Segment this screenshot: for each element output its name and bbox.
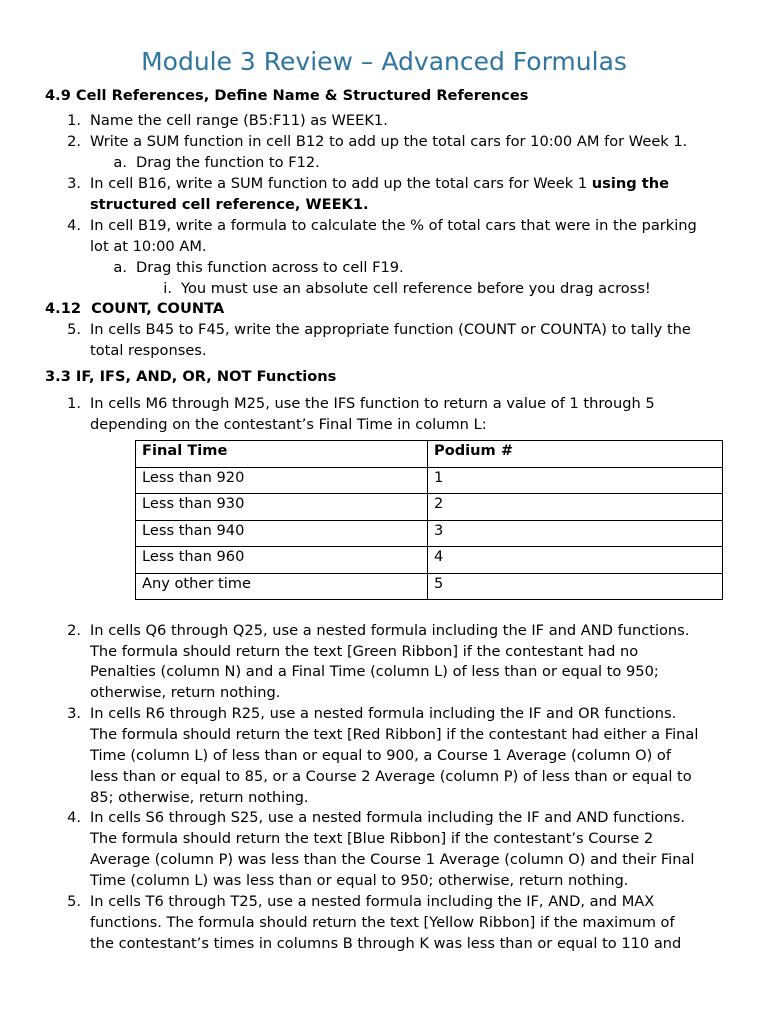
table-cell: 2 bbox=[428, 494, 723, 521]
list-number: 3. bbox=[67, 705, 81, 722]
list-item-text: In cells Q6 through Q25, use a nested formula including the IF and AND functions. bbox=[90, 622, 690, 639]
table-cell: Less than 960 bbox=[136, 547, 428, 574]
table-cell: Less than 920 bbox=[136, 467, 428, 494]
list-item-text: total responses. bbox=[90, 342, 207, 359]
table-cell: Any other time bbox=[136, 573, 428, 600]
table-row bbox=[136, 547, 723, 574]
sub-list-item-text: Drag this function across to cell F19. bbox=[136, 259, 404, 276]
list-number: 4. bbox=[67, 217, 81, 234]
page-title: Module 3 Review – Advanced Formulas bbox=[141, 47, 627, 76]
list-item-text: In cell B19, write a formula to calculate the % of total cars that were in the parking bbox=[90, 217, 697, 234]
list-item-text: Time (column L) was less than or equal to 950; otherwise, return nothing. bbox=[90, 872, 629, 889]
table-header-row bbox=[136, 441, 723, 468]
list-item-text: the contestant’s times in columns B through K was less than or equal to 110 and bbox=[90, 935, 682, 952]
table-cell: 5 bbox=[428, 573, 723, 600]
list-number: 2. bbox=[67, 622, 81, 639]
table-cell: 3 bbox=[428, 520, 723, 547]
list-number: 3. bbox=[67, 175, 81, 192]
list-item-text: depending on the contestant’s Final Time in column L: bbox=[90, 416, 487, 433]
list-item-text: functions. The formula should return the text [Yellow Ribbon] if the maximum of bbox=[90, 914, 675, 931]
table-row bbox=[136, 520, 723, 547]
list-number: 5. bbox=[67, 893, 81, 910]
sub-sub-list-numeral: i. bbox=[163, 280, 172, 297]
table-cell: Less than 930 bbox=[136, 494, 428, 521]
list-item-text: Time (column L) of less than or equal to 900, a Course 1 Average (column O) of bbox=[90, 747, 671, 764]
list-item-text: lot at 10:00 AM. bbox=[90, 238, 207, 255]
section-heading-if-functions: 3.3 IF, IFS, AND, OR, NOT Functions bbox=[45, 368, 337, 385]
table-cell: Less than 940 bbox=[136, 520, 428, 547]
table-row bbox=[136, 467, 723, 494]
list-item-text: otherwise, return nothing. bbox=[90, 684, 281, 701]
table-header-cell: Final Time bbox=[136, 441, 428, 468]
list-item-text: The formula should return the text [Blue Ribbon] if the contestant’s Course 2 bbox=[90, 830, 654, 847]
table-cell: 1 bbox=[428, 467, 723, 494]
table-cell: 4 bbox=[428, 547, 723, 574]
list-item-text: The formula should return the text [Green Ribbon] if the contestant had no bbox=[90, 643, 639, 660]
podium-table bbox=[135, 440, 723, 600]
list-number: 5. bbox=[67, 321, 81, 338]
list-item-text: less than or equal to 85, or a Course 2 Average (column P) of less than or equal to bbox=[90, 768, 692, 785]
list-item-text: In cells S6 through S25, use a nested formula including the IF and AND functions. bbox=[90, 809, 685, 826]
table-row bbox=[136, 573, 723, 600]
section-heading-cell-references: 4.9 Cell References, Define Name & Structured References bbox=[45, 87, 529, 104]
list-item-text: Name the cell range (B5:F11) as WEEK1. bbox=[90, 112, 388, 129]
plain-text: In cell B16, write a SUM function to add up the total cars for Week 1 bbox=[90, 175, 592, 192]
list-item-text: The formula should return the text [Red Ribbon] if the contestant had either a Final bbox=[90, 726, 699, 743]
sub-list-letter: a. bbox=[113, 154, 127, 171]
list-item-text bbox=[90, 174, 669, 195]
list-number: 1. bbox=[67, 395, 81, 412]
list-item-text: In cells B45 to F45, write the appropriate function (COUNT or COUNTA) to tally the bbox=[90, 321, 691, 338]
table-header-cell: Podium # bbox=[428, 441, 723, 468]
list-item-text: Write a SUM function in cell B12 to add up the total cars for 10:00 AM for Week 1. bbox=[90, 133, 688, 150]
bold-text: using the bbox=[591, 175, 670, 192]
list-item-text: Penalties (column N) and a Final Time (column L) of less than or equal to 950; bbox=[90, 663, 659, 680]
sub-sub-list-item-text: You must use an absolute cell reference before you drag across! bbox=[181, 280, 651, 297]
sub-list-item-text: Drag the function to F12. bbox=[136, 154, 320, 171]
list-item-text: In cells T6 through T25, use a nested formula including the IF, AND, and MAX bbox=[90, 893, 655, 910]
list-number: 1. bbox=[67, 112, 81, 129]
list-item-text: In cells R6 through R25, use a nested formula including the IF and OR functions. bbox=[90, 705, 677, 722]
list-item-text-bold bbox=[90, 195, 369, 216]
list-item-text: In cells M6 through M25, use the IFS function to return a value of 1 through 5 bbox=[90, 395, 655, 412]
list-item-text: Average (column P) was less than the Course 1 Average (column O) and their Final bbox=[90, 851, 695, 868]
table-row bbox=[136, 494, 723, 521]
sub-list-letter: a. bbox=[113, 259, 127, 276]
list-number: 4. bbox=[67, 809, 81, 826]
bold-text: structured cell reference, WEEK1. bbox=[90, 196, 369, 213]
list-item-text: 85; otherwise, return nothing. bbox=[90, 789, 309, 806]
section-heading-count: 4.12 COUNT, COUNTA bbox=[45, 300, 225, 317]
list-number: 2. bbox=[67, 133, 81, 150]
